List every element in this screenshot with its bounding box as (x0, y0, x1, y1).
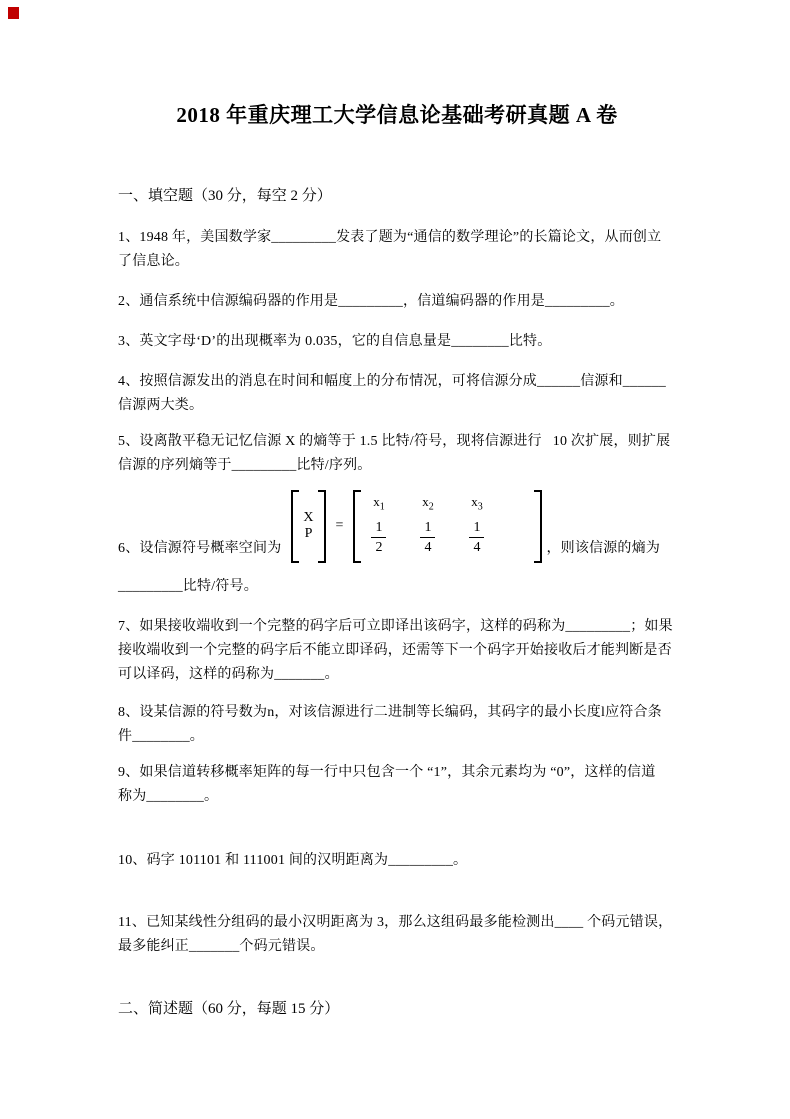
question-line: 6、设信源符号概率空间为 (118, 540, 282, 556)
symbol-subscript: 3 (477, 501, 483, 513)
question-6 (118, 490, 676, 599)
bracket-left-icon (291, 490, 299, 563)
document-content (118, 0, 676, 1021)
symbol-text: x (422, 494, 429, 509)
question-6-first-line (118, 490, 676, 561)
question-line: 4、按照信源发出的消息在时间和幅度上的分布情况，可将信源分成______信源和______ (118, 374, 666, 389)
matrix-lhs-top: X (303, 510, 314, 526)
question-line: 1、1948 年，美国数学家_________发表了题为“通信的数学理论”的长篇论文，从而创立 (118, 230, 662, 245)
question-line: 了信息论。 (118, 254, 189, 269)
fraction-numerator: 1 (473, 519, 481, 535)
question-line: ，则该信源的熵为 (546, 540, 661, 556)
question-line: 信源的序列熵等于_________比特/序列。 (118, 458, 372, 473)
symbol-text: x (373, 494, 380, 509)
question-line: 可以译码，这样的码称为_______。 (118, 666, 339, 682)
question-line: 10、码字 101101 和 111001 间的汉明距离为_________。 (118, 852, 468, 868)
question-line: 信源两大类。 (118, 398, 204, 413)
question-line: 8、设某信源的符号数为n，对该信源进行二进制等长编码，其码字的最小长度l应符合条 (118, 704, 662, 720)
question-line: 最多能纠正_______个码元错误。 (118, 938, 325, 954)
bracket-right-icon (318, 490, 326, 563)
section-2-heading: 二、简述题（60 分，每题 15 分） (118, 1000, 340, 1017)
question-line: 11、已知某线性分组码的最小汉明距离为 3，那么这组码最多能检测出____ 个码元错误， (118, 914, 673, 930)
question-line: 3、英文字母‘D’的出现概率为 0.035，它的自信息量是________比特。 (118, 334, 552, 349)
fraction-numerator: 1 (375, 519, 383, 535)
question-1 (118, 226, 676, 274)
question-line: 2、通信系统中信源编码器的作用是_________，信道编码器的作用是_________。 (118, 294, 624, 309)
symbol-subscript: 2 (428, 501, 434, 513)
symbol-text: x (471, 494, 478, 509)
matrix-fraction (420, 519, 435, 556)
fraction-denominator: 4 (420, 537, 435, 556)
question-line: 7、如果接收端收到一个完整的码字后可立即译出该码字，这样的码称为_________；如果 (118, 618, 673, 634)
equals-sign: = (335, 518, 344, 534)
matrix-column (371, 494, 386, 556)
page-title: 2018 年重庆理工大学信息论基础考研真题 A 卷 (176, 103, 618, 127)
question-line: 称为________。 (118, 788, 219, 804)
fraction-numerator: 1 (424, 519, 432, 535)
matrix-symbol (373, 494, 385, 516)
question-3 (118, 330, 676, 354)
question-2 (118, 290, 676, 314)
fraction-denominator: 2 (371, 537, 386, 556)
bracket-left-icon (353, 490, 361, 563)
matrix-column (420, 494, 435, 556)
matrix-body (361, 490, 534, 563)
question-5 (118, 430, 676, 478)
question-8 (118, 701, 676, 749)
matrix-fraction (469, 519, 484, 556)
matrix-fraction (371, 519, 386, 556)
symbol-subscript: 1 (379, 501, 385, 513)
question-7 (118, 615, 676, 687)
matrix-column (469, 494, 484, 556)
probability-space-matrix (291, 490, 542, 563)
fraction-denominator: 4 (469, 537, 484, 556)
question-9 (118, 761, 676, 809)
matrix-symbol (422, 494, 434, 516)
bracket-right-icon (534, 490, 542, 563)
matrix-symbol (471, 494, 483, 516)
question-line: 接收端收到一个完整的码字后不能立即译码，还需等下一个码字开始接收后才能判断是否 (118, 642, 672, 658)
question-line: _________比特/符号。 (118, 578, 258, 594)
question-10 (118, 849, 676, 873)
question-11 (118, 911, 676, 959)
matrix-lhs (299, 507, 317, 545)
section-1-heading: 一、填空题（30 分，每空 2 分） (118, 188, 332, 204)
red-corner-mark (8, 7, 19, 19)
question-line: 9、如果信道转移概率矩阵的每一行中只包含一个 “1”，其余元素均为 “0”，这样的信道 (118, 764, 656, 780)
matrix-lhs-bottom: P (304, 526, 313, 542)
question-line: 5、设离散平稳无记忆信源 X 的熵等于 1.5 比特/符号，现将信源进行 10 次扩展，则扩展 (118, 434, 671, 449)
question-4 (118, 370, 676, 418)
question-line: 件________。 (118, 728, 204, 744)
